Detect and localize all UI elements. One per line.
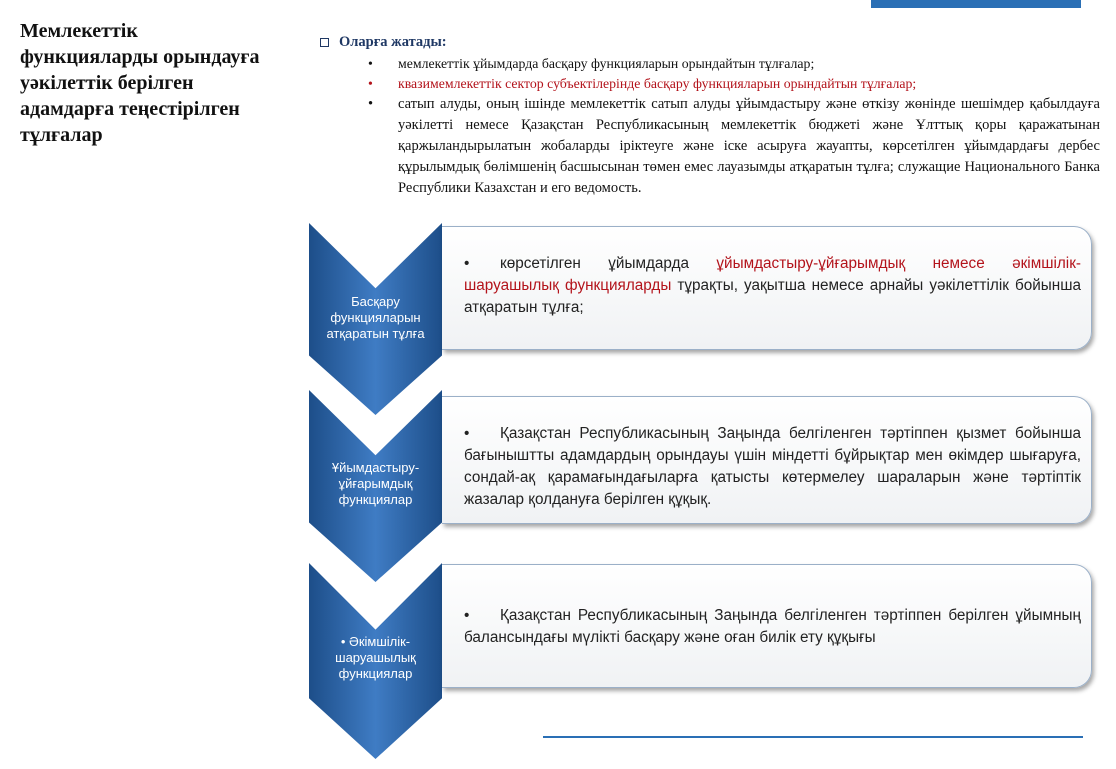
top-accent-bar [871,0,1081,8]
highlighted-text: ұйымдастыру-ұйғарымдық немесе әкімшілік-шаруашылық функцияларды [464,255,1081,294]
list-item: • мемлекеттік ұйымдарда басқару функцияларын орындайтын тұлғалар; [320,54,1100,74]
intro-section [320,34,1100,199]
chevron-label-administrative: • Әкімшілік-шаруашылық функциялар [335,634,416,681]
intro-heading [320,34,1100,51]
bottom-divider [543,736,1083,738]
intro-heading-text: Оларға жатады: [339,34,447,50]
list-item: • квазимемлекеттік сектор субъектілерінде басқару функцияларын орындайтын тұлғалар; [320,74,1100,94]
chevron-label-management: Басқару функцияларын атқаратын тұлға [326,294,425,341]
bullet-icon: • [464,607,470,624]
bullet-icon: • [368,56,373,71]
bullet-icon: • [368,96,374,112]
bullet-icon: • [464,255,470,272]
square-bullet-icon [320,38,329,47]
chevron-label-organizational: Ұйымдастыру-ұйғарымдық функциялар [331,460,420,507]
definition-card-management: • көрсетілген ұйымдарда ұйымдастыру-ұйғарымдық немесе әкімшілік-шаруашылық функцияларды тұрақты, уақытша немесе арнайы уәкілеттілік бойынша атқаратын тұлға; [442,226,1092,350]
bullet-icon: • [464,425,470,442]
list-item: • сатып алуды, оның ішінде мемлекеттік сатып алуды ұйымдастыру және өткізу жөнінде шешімдер қабылдауға уәкілетті немесе Қазақстан Республикасының мемлекеттік бюджеті және Ұлттық қоры қаражатынан қаржыландырылатын жобаларды іріктеуге және іске асыруға жауапты, көрсетілген ұйымдардағы дербес құрылымдық бөлімшенің басшысынан төмен емес лауазымды атқаратын тұлға; служащие Национального Банка Республики Казахстан и его ведомость. [368,96,1100,196]
bullet-icon: • [340,634,350,649]
intro-list [320,54,1100,199]
definition-card-administrative: • Қазақстан Республикасының Заңында белгіленген тәртіппен берілген ұйымның балансындағы мүлікті басқару және оған билік ету құқығы [442,564,1092,688]
definition-card-organizational: • Қазақстан Республикасының Заңында белгіленген тәртіппен қызмет бойынша бағыныштты адамдардың орындауы үшін міндетті бұйрықтар мен өкімдер шығаруға, сондай-ақ қарамағындағыларға қатысты көтермелеу шараларын және тәртіптік жазалар қолдануға берілген құқық. [442,396,1092,524]
page-title: Мемлекеттік функцияларды орындауға уәкілеттік берілген адамдарға теңестірілген тұлғалар [20,20,260,146]
bullet-icon: • [368,76,373,91]
